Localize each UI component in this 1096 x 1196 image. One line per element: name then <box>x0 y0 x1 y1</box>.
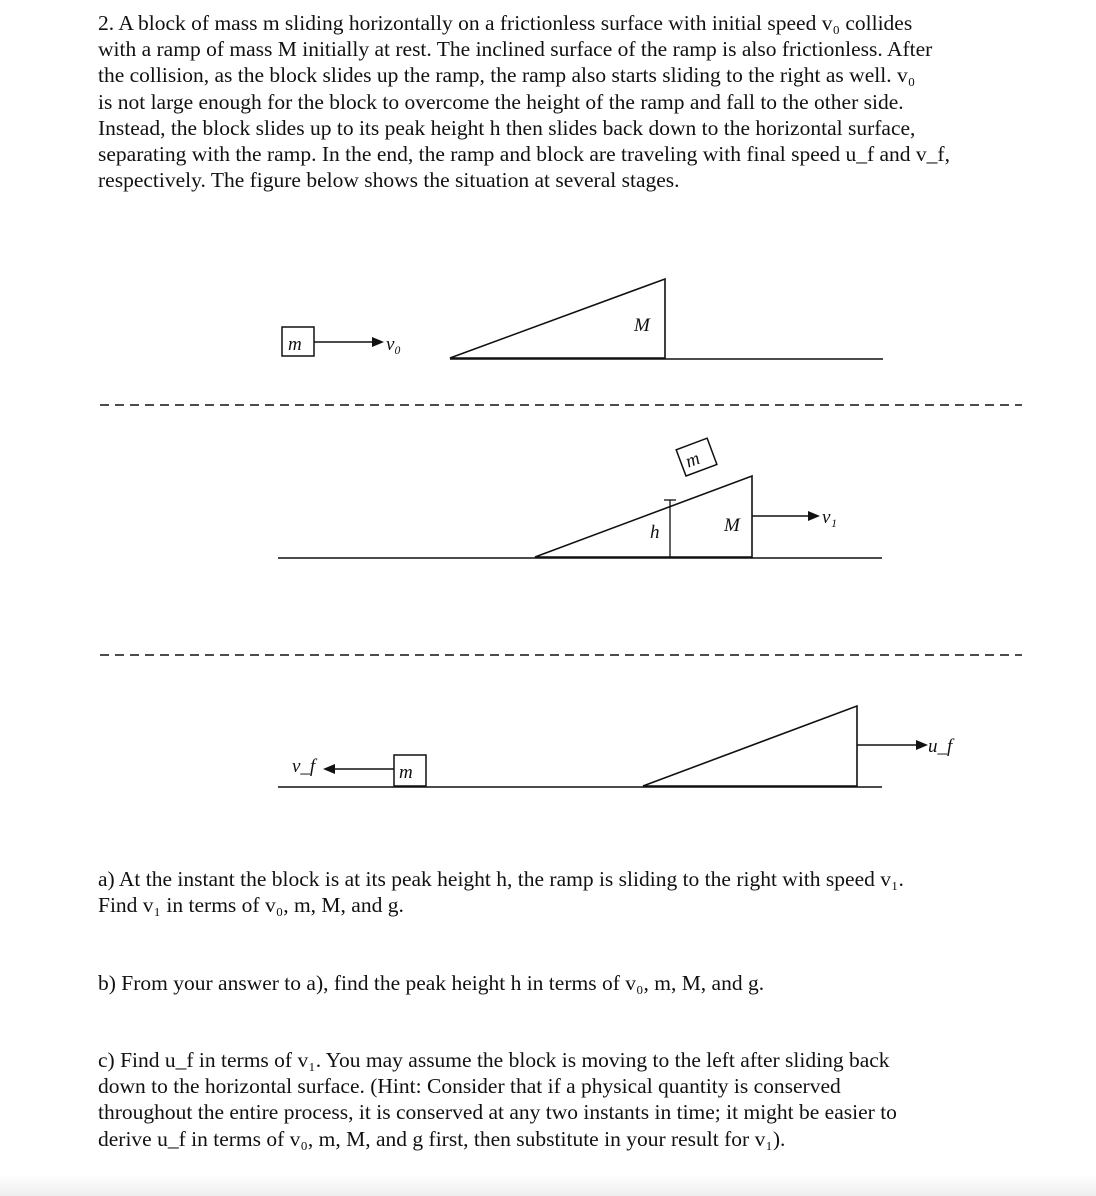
question-c-line: c) Find u_f in terms of v₁. You may assume the block is moving to the left after sliding back <box>98 1048 890 1072</box>
ramp-velocity-label: u_f <box>928 736 953 757</box>
intro-line: respectively. The figure below shows the situation at several stages. <box>98 168 680 193</box>
block-on-ramp <box>676 438 717 476</box>
ramp-M <box>535 476 752 557</box>
ramp-M <box>450 279 665 358</box>
velocity-label: v₁ <box>822 507 838 528</box>
question-a-line: Find v₁ in terms of v₀, m, M, and g. <box>98 893 404 918</box>
intro-line: with a ramp of mass M initially at rest. The inclined surface of the ramp is also frictionless. After <box>98 37 933 62</box>
intro-line: 2. A block of mass m sliding horizontally on a frictionless surface with initial speed v₀ collides <box>98 11 913 35</box>
stage-1 <box>282 279 883 359</box>
arrowhead-icon <box>372 337 384 347</box>
arrowhead-icon <box>808 511 820 521</box>
block-label: m <box>399 762 413 783</box>
question-b-line: b) From your answer to a), find the peak height h in terms of v₀, m, M, and g. <box>98 971 765 995</box>
question-c <box>98 1047 998 1152</box>
question-c-line: down to the horizontal surface. (Hint: Consider that if a physical quantity is conserved <box>98 1074 841 1099</box>
question-c-line: throughout the entire process, it is conserved at any two instants in time; it might be easier to <box>98 1100 897 1125</box>
intro-line: separating with the ramp. In the end, the ramp and block are traveling with final speed u_f and v_f, <box>98 142 950 167</box>
question-b <box>98 970 998 996</box>
question-a <box>98 866 998 918</box>
question-a-line: a) At the instant the block is at its peak height h, the ramp is sliding to the right with speed v₁. <box>98 867 904 891</box>
page-bottom-shade <box>0 1174 1096 1196</box>
intro-line: the collision, as the block slides up the ramp, the ramp also starts sliding to the right as well. v₀ <box>98 63 916 88</box>
ramp-label: M <box>724 515 740 536</box>
block-label: m <box>682 447 703 473</box>
stage-3 <box>278 706 955 787</box>
block-label: m <box>288 334 302 355</box>
stage-2 <box>278 438 882 558</box>
ramp-label: M <box>634 315 650 336</box>
intro-line: Instead, the block slides up to its peak height h then slides back down to the horizontal surface, <box>98 115 916 140</box>
arrowhead-icon <box>916 740 928 750</box>
intro-line: is not large enough for the block to overcome the height of the ramp and fall to the other side. <box>98 89 904 114</box>
block-velocity-label: v_f <box>292 756 316 777</box>
velocity-label: v₀ <box>386 334 402 355</box>
ramp-M <box>643 706 857 786</box>
height-label: h <box>650 522 660 543</box>
question-c-line: derive u_f in terms of v₀, m, M, and g first, then substitute in your result for v₁). <box>98 1126 786 1151</box>
